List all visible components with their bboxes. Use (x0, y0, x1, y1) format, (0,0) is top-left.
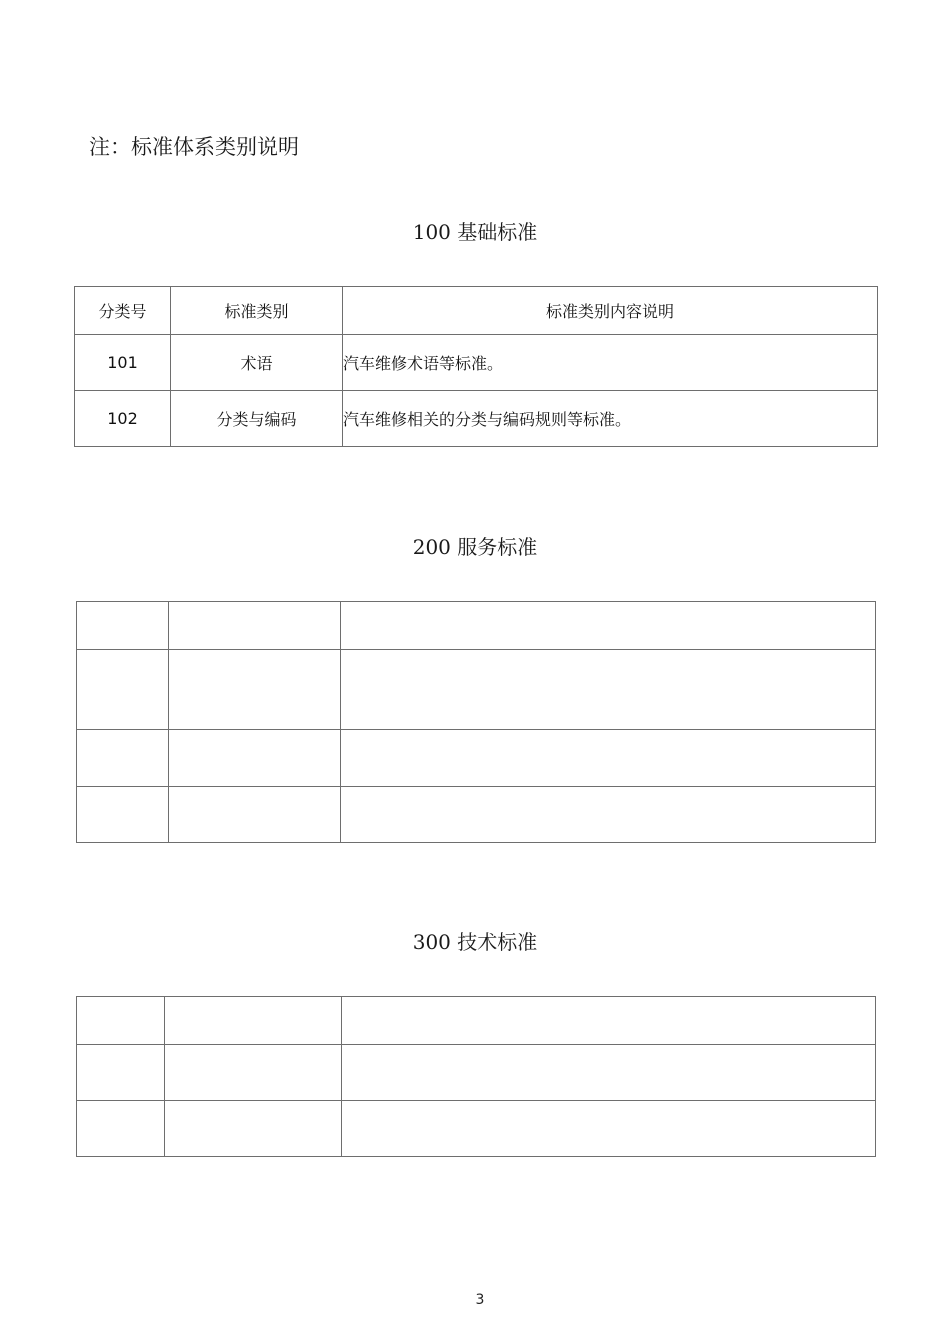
table-cell (77, 730, 169, 787)
table-row (77, 650, 876, 730)
table-cell (77, 650, 169, 730)
section-title-200: 200 服务标准 (412, 535, 538, 559)
table-cell (165, 997, 342, 1045)
table-cell (165, 1045, 342, 1101)
header-category-number: 分类号 (75, 287, 171, 335)
category-description-cell: 汽车维修术语等标准。 (343, 335, 878, 391)
table-cell (77, 787, 169, 843)
note-heading: 注：标准体系类别说明 (89, 135, 299, 159)
standard-category-cell: 术语 (171, 335, 343, 391)
table-row (77, 787, 876, 843)
table-header-row (75, 287, 878, 335)
table-cell (341, 787, 876, 843)
category-number-cell: 102 (75, 391, 171, 447)
service-standards-table (76, 601, 876, 843)
table-row (77, 997, 876, 1045)
table-cell (77, 1101, 165, 1157)
standard-category-cell: 分类与编码 (171, 391, 343, 447)
table-cell (77, 997, 165, 1045)
category-description-cell: 汽车维修相关的分类与编码规则等标准。 (343, 391, 878, 447)
technical-standards-table (76, 996, 876, 1157)
table-cell (77, 602, 169, 650)
table-row (77, 730, 876, 787)
table-cell (342, 997, 876, 1045)
table-cell (169, 787, 341, 843)
header-category-description: 标准类别内容说明 (343, 287, 878, 335)
category-number-cell: 101 (75, 335, 171, 391)
table-cell (169, 602, 341, 650)
table-cell (341, 730, 876, 787)
section-title-100: 100 基础标准 (412, 220, 538, 244)
table-cell (342, 1101, 876, 1157)
table-row (77, 1101, 876, 1157)
table-row (77, 1045, 876, 1101)
table-row (75, 391, 878, 447)
page-number: 3 (475, 1292, 485, 1308)
table-cell (165, 1101, 342, 1157)
table-cell (341, 602, 876, 650)
header-standard-category: 标准类别 (171, 287, 343, 335)
table-row (75, 335, 878, 391)
table-cell (169, 730, 341, 787)
table-cell (342, 1045, 876, 1101)
table-cell (169, 650, 341, 730)
section-title-300: 300 技术标准 (412, 930, 538, 954)
table-cell (341, 650, 876, 730)
basic-standards-table (74, 286, 878, 447)
table-row (77, 602, 876, 650)
table-cell (77, 1045, 165, 1101)
